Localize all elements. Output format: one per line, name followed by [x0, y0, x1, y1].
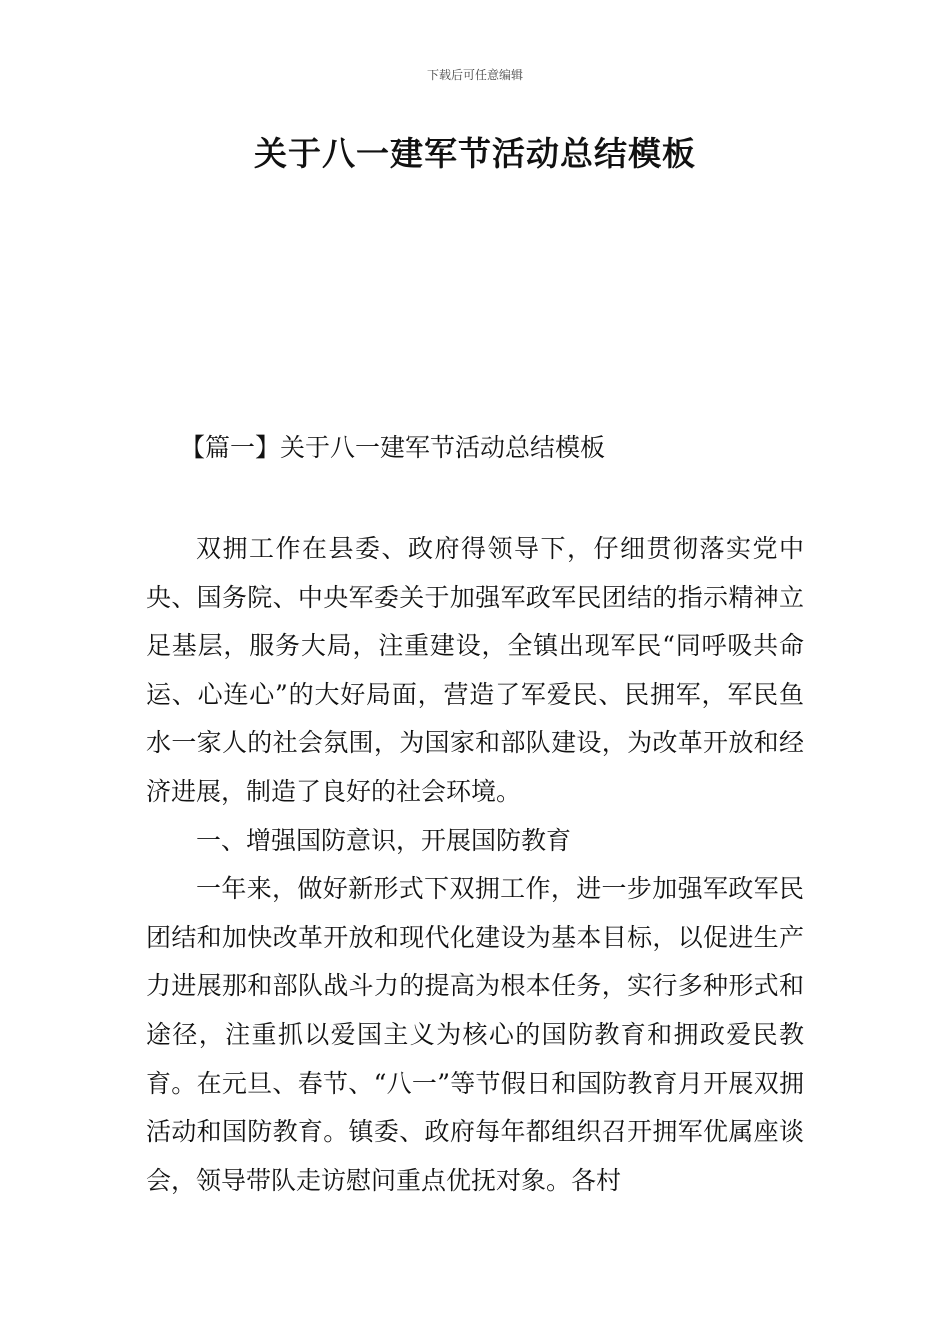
page-header-note: 下载后可任意编辑: [426, 68, 523, 82]
paragraph-intro: 双拥工作在县委、政府得领导下，仔细贯彻落实党中央、国务院、中央军委关于加强军政军民团结的指示精神立足基层，服务大局，注重建设，全镇出现军民“同呼吸共命运、心连心”的大好局面，营造了军爱民、民拥军，军民鱼水一家人的社会氛围，为国家和部队建设，为改革开放和经济进展，制造了良好的社会环境。: [146, 534, 804, 806]
paragraph-content: 一年来，做好新形式下双拥工作，进一步加强军政军民团结和加快改革开放和现代化建设为基本目标，以促进生产力进展那和部队战斗力的提高为根本任务，实行多种形式和途径，注重抓以爱国主义为核心的国防教育和拥政爱民教育。在元旦、春节、“八一”等节假日和国防教育月开展双拥活动和国防教育。镇委、政府每年都组织召开拥军优属座谈会，领导带队走访慰问重点优抚对象。各村: [146, 874, 804, 1195]
document-body: [146, 525, 804, 1205]
section-heading: 【篇一】关于八一建军节活动总结模板: [180, 433, 606, 462]
paragraph-subheading: 一、增强国防意识，开展国防教育: [196, 825, 572, 855]
document-title: 关于八一建军节活动总结模板: [254, 134, 696, 173]
